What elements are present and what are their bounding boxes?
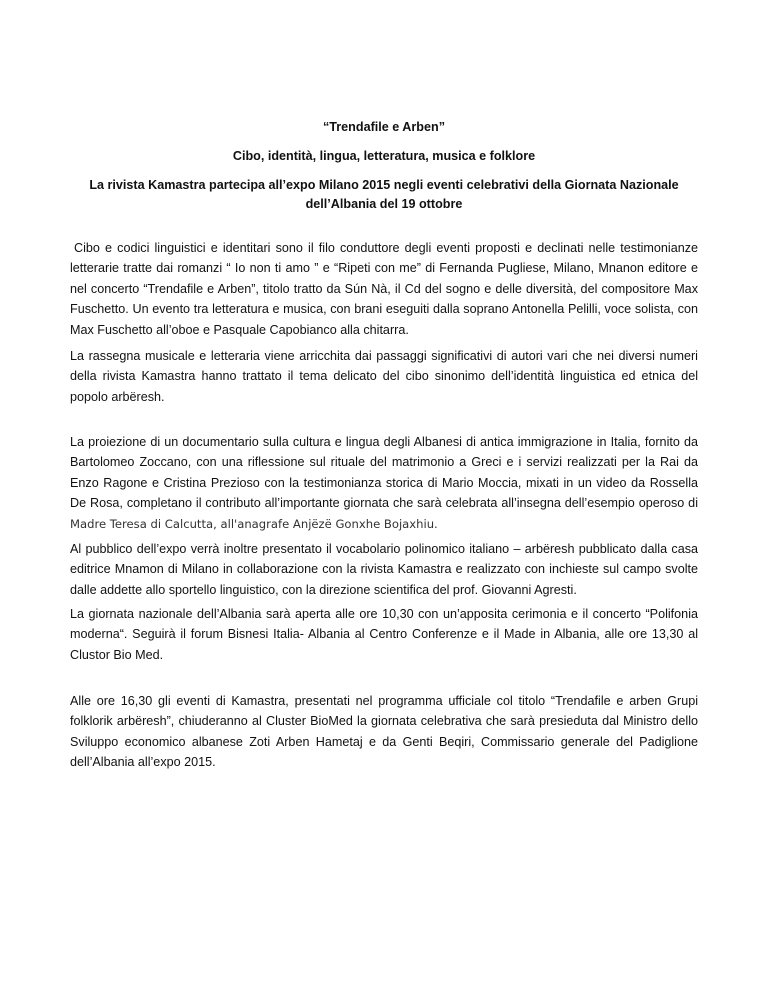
paragraph-4: Al pubblico dell’expo verrà inoltre presentato il vocabolario polinomico italiano – arbëresh pubblicato dalla casa editrice Mnamon di Milano in collaborazione con la rivista Kamastra e realizzato con inchieste sul campo svolte dalle addette allo sportello linguistico, con la direzione scientifica del prof. Giovanni Agresti. [70, 542, 698, 597]
paragraph-3-text: La proiezione di un documentario sulla cultura e lingua degli Albanesi di antica immigrazione in Italia, fornito da Bartolomeo Zoccano, con una riflessione sul rituale del matrimonio a Greci e i servizi realizzati per la Rai da Enzo Ragone e Cristina Prezioso con la testimonianza storica di Mario Moccia, mixati in un video da Rossella De Rosa, completano il contributo all’importante giornata che sarà celebrata all’insegna dell’esempio operoso di [70, 435, 698, 511]
paragraph-2: La rassegna musicale e letteraria viene arricchita dai passaggi significativi di autori vari che nei diversi numeri della rivista Kamastra hanno trattato il tema delicato del cibo sinonimo dell’identità linguistica ed etnica del popolo arbëresh. [70, 349, 698, 404]
document-subtitle: Cibo, identità, lingua, letteratura, musica e folklore [232, 149, 536, 163]
paragraph-6: Alle ore 16,30 gli eventi di Kamastra, presentati nel programma ufficiale col titolo “Trendafile e arben Grupi folklorik arbëresh”, chiuderanno al Cluster BioMed la giornata celebrativa che sarà presieduta dal Ministro dello Sviluppo economico albanese Zoti Arben Hametaj e da Genti Beqiri, Commissario generale del Padiglione dell’Albania all’expo 2015. [70, 694, 698, 770]
paragraph-3 [70, 432, 698, 534]
document-title: “Trendafile e Arben” [322, 120, 445, 134]
paragraph-3-tail: Madre Teresa di Calcutta, all'anagrafe Anjëzë Gonxhe Bojaxhiu. [70, 516, 438, 531]
document-lead: La rivista Kamastra partecipa all’expo Milano 2015 negli eventi celebrativi della Giornata Nazionale dell’Albania del 19 ottobre [89, 178, 679, 211]
paragraph-1: Cibo e codici linguistici e identitari sono il filo conduttore degli eventi proposti e declinati nelle testimonianze letterarie tratte dai romanzi “ Io non ti amo ” e “Ripeti con me” di Fernanda Pugliese, Milano, Mnanon editore e nel concerto “Trendafile e Arben”, titolo tratto da Sún Nà, il Cd del sogno e delle diversità, del compositore Max Fuschetto. Un evento tra letteratura e musica, con brani eseguiti dalla soprano Antonella Pelilli, voce solista, con Max Fuschetto all’oboe e Pasquale Capobianco alla chitarra. [70, 241, 698, 337]
paragraph-5: La giornata nazionale dell’Albania sarà aperta alle ore 10,30 con un’apposita cerimonia e il concerto “Polifonia moderna“. Seguirà il forum Bisnesi Italia- Albania al Centro Conferenze e il Made in Albania, alle ore 13,30 al Clustor Bio Med. [70, 607, 698, 662]
